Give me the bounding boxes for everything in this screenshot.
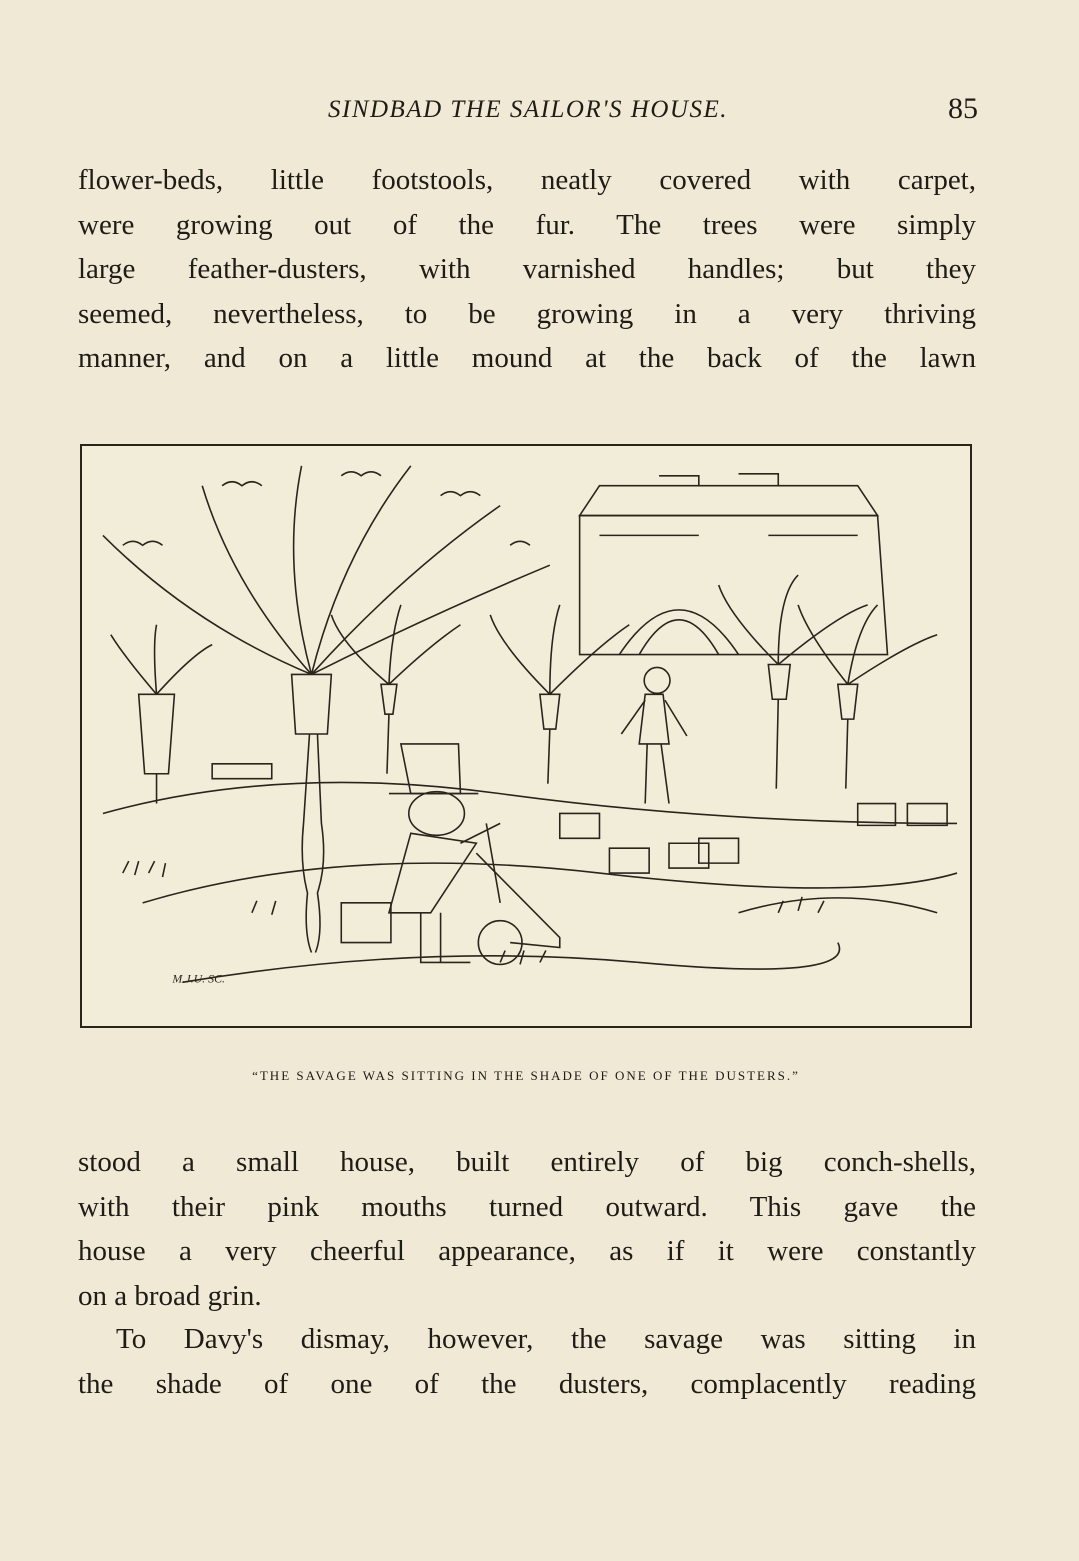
- illustration: [80, 444, 972, 1028]
- text-line: seemed, nevertheless, to be growing in a very thriving: [78, 297, 976, 330]
- text-line: on a broad grin.: [78, 1279, 262, 1312]
- paragraph: [78, 1140, 976, 1318]
- engraver-mark: M.J.U. SC.: [172, 971, 226, 986]
- figure-caption: “THE SAVAGE WAS SITTING IN THE SHADE OF ONE OF THE DUSTERS.”: [252, 1068, 800, 1083]
- paragraph: [78, 158, 976, 381]
- text-line: To Davy's dismay, however, the savage was sitting in: [116, 1323, 976, 1355]
- text-line: were growing out of the fur. The trees were simply: [78, 208, 976, 241]
- running-title: SINDBAD THE SAILOR'S HOUSE.: [328, 96, 728, 123]
- text-line: stood a small house, built entirely of big conch-shells,: [78, 1146, 976, 1178]
- text-line: the shade of one of the dusters, complacently reading: [78, 1367, 976, 1400]
- page-number: 85: [948, 92, 978, 125]
- paragraph: [78, 1317, 976, 1406]
- text-line: with their pink mouths turned outward. This gave the: [78, 1190, 976, 1223]
- running-head: [78, 92, 978, 132]
- text-line: manner, and on a little mound at the back of the lawn: [78, 342, 976, 374]
- text-line: flower-beds, little footstools, neatly covered with carpet,: [78, 164, 976, 196]
- text-line: house a very cheerful appearance, as if it were constantly: [78, 1235, 976, 1267]
- text-line: large feather-dusters, with varnished handles; but they: [78, 253, 976, 285]
- engraving-scene: [82, 446, 970, 1026]
